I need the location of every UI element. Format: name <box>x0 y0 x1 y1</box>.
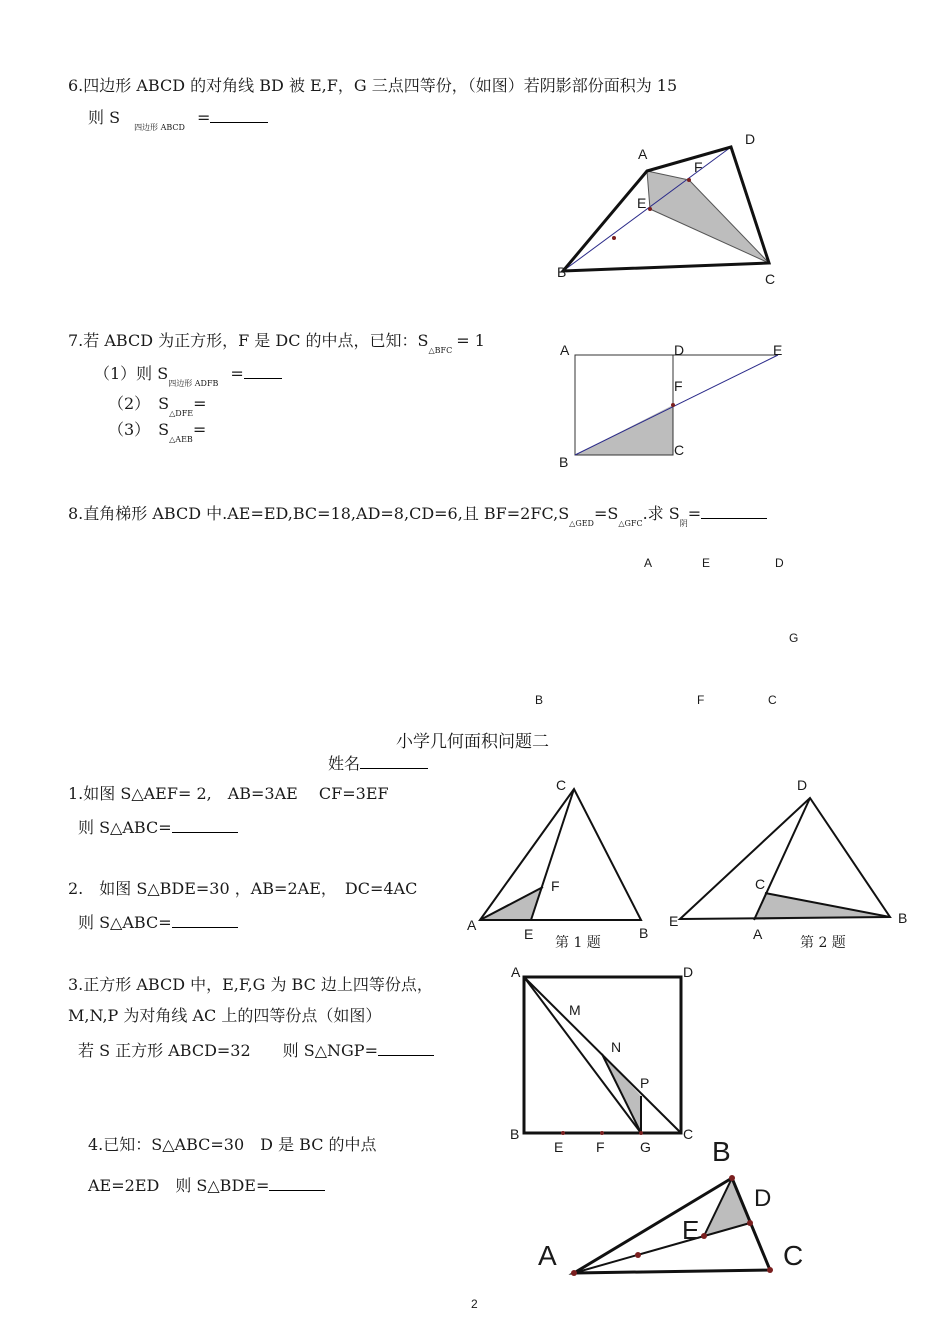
q8-label-a: A <box>644 556 653 570</box>
q7-line1-text: 7.若 ABCD 为正方形，F 是 DC 的中点，已知：S <box>68 331 429 350</box>
p3-label-f: F <box>596 1139 605 1155</box>
q6-eq: = <box>196 108 211 127</box>
p3-label-e: E <box>554 1139 564 1155</box>
q7-line1 <box>68 331 485 354</box>
q6-label-d: D <box>745 131 756 147</box>
q7-part3-eq: = <box>192 420 207 439</box>
p3-label-c: C <box>683 1126 694 1142</box>
p3-label-a: A <box>511 964 521 980</box>
q8-label-g: G <box>789 631 799 645</box>
p3-label-n: N <box>611 1039 622 1055</box>
q8-line <box>68 502 767 527</box>
p1-label-b: B <box>639 925 649 941</box>
p4-label-a: A <box>538 1240 557 1271</box>
p4-line2 <box>88 1174 325 1196</box>
p1-triangle <box>480 789 641 920</box>
p2-shaded-triangle <box>754 893 890 920</box>
p4-label-b: B <box>712 1136 731 1167</box>
q7-label-e: E <box>773 342 783 358</box>
q7-part2-sub: △DFE <box>169 409 194 418</box>
p1-line2-text: 则 S△ABC= <box>78 818 172 837</box>
q7-point-f <box>671 403 675 407</box>
p3-label-d: D <box>683 964 694 980</box>
q6-label-a: A <box>638 146 648 162</box>
p1-label-a: A <box>467 917 477 933</box>
p3-line3 <box>78 1039 434 1061</box>
q8-eq: = <box>687 504 702 523</box>
p3-line1: 3.正方形 ABCD 中，E,F,G 为 BC 边上四等份点， <box>68 975 433 994</box>
q6-label-f: F <box>694 159 703 175</box>
p3-label-p: P <box>640 1075 650 1091</box>
q6-shaded-region <box>647 171 769 263</box>
p4-label-e: E <box>682 1215 700 1245</box>
q8-label-d: D <box>775 556 784 570</box>
p3-line-ag <box>524 977 641 1133</box>
p2-figure <box>680 798 890 920</box>
q7-line-be <box>575 355 778 455</box>
p4-point-mid <box>635 1252 641 1258</box>
q7-label-a: A <box>560 342 570 358</box>
q8-label-f: F <box>697 693 705 707</box>
q7-part1-text: （1）则 S <box>94 364 169 383</box>
p4-answer-blank[interactable] <box>269 1174 325 1191</box>
p4-point-d <box>747 1220 753 1226</box>
q6-label-c: C <box>765 271 776 287</box>
q7-line1-sub: △BFC <box>428 346 453 355</box>
q6-label-e: E <box>637 195 647 211</box>
p2-label-e: E <box>669 913 679 929</box>
p2-caption: 第 2 题 <box>800 935 846 951</box>
p1-answer-blank[interactable] <box>172 816 238 833</box>
p4-figure <box>571 1175 773 1276</box>
p4-label-c: C <box>783 1240 804 1271</box>
q8-sub1: △GED <box>569 519 594 528</box>
p2-label-b: B <box>898 910 908 926</box>
q7-part3-text: （3） S <box>108 420 170 439</box>
p2-line2 <box>78 911 238 933</box>
page-number: 2 <box>471 1297 478 1311</box>
p2-line2-text: 则 S△ABC= <box>78 913 172 932</box>
q8-answer-blank[interactable] <box>701 502 767 519</box>
q6-figure <box>563 147 769 271</box>
p4-point-e <box>701 1233 707 1239</box>
p2-label-a: A <box>753 926 763 942</box>
p1-line-ec <box>531 789 574 920</box>
q7-label-c: C <box>674 442 685 458</box>
p3-line3-text: 若 S 正方形 ABCD=32 则 S△NGP= <box>78 1041 378 1060</box>
p4-point-b <box>729 1175 735 1181</box>
q6-label-b: B <box>557 264 567 280</box>
name-label: 姓名 <box>328 754 361 773</box>
p1-line1: 1.如图 S△AEF= 2, AB=3AE CF=3EF <box>68 784 389 803</box>
q8-text: 8.直角梯形 ABCD 中.AE=ED,BC=18,AD=8,CD=6,且 BF=2FC,S <box>68 504 570 523</box>
q7-part1 <box>94 362 282 387</box>
p4-point-c <box>767 1267 773 1273</box>
q8-label-c: C <box>768 693 777 707</box>
q8-sub2: △GFC <box>618 519 643 528</box>
p3-point-g <box>639 1131 643 1135</box>
p1-figure <box>480 789 641 920</box>
q7-part1-blank[interactable] <box>244 362 282 379</box>
p4-point-a <box>571 1270 577 1276</box>
p3-line2: M,N,P 为对角线 AC 上的四等份点（如图） <box>68 1006 382 1025</box>
q7-line1-suffix: = 1 <box>456 331 485 350</box>
p2-answer-blank[interactable] <box>172 911 238 928</box>
q6-point-e <box>648 207 652 211</box>
q8-label-e: E <box>702 556 711 570</box>
p3-answer-blank[interactable] <box>378 1039 434 1056</box>
q7-label-b: B <box>559 454 569 470</box>
q6-line1: 6.四边形 ABCD 的对角线 BD 被 E,F，G 三点四等份，（如图）若阴影部份面积为 15 <box>68 76 678 95</box>
p1-label-c: C <box>556 777 567 793</box>
p3-point-e <box>561 1131 565 1135</box>
p3-point-f <box>600 1131 604 1135</box>
name-blank[interactable] <box>360 752 428 769</box>
q7-figure <box>575 355 778 455</box>
q7-label-d: D <box>674 342 685 358</box>
q8-mid: =S <box>593 504 619 523</box>
p3-figure <box>524 977 681 1135</box>
q7-part2-text: （2） S <box>108 394 170 413</box>
q6-sub: 四边形 ABCD <box>134 123 185 132</box>
q7-part2 <box>108 394 207 417</box>
p1-label-f: F <box>551 878 560 894</box>
q8-label-b: B <box>535 693 544 707</box>
p4-line-ad <box>574 1223 750 1273</box>
p1-label-e: E <box>524 926 534 942</box>
section2-title: 小学几何面积问题二 <box>396 732 549 752</box>
p2-label-c: C <box>755 876 766 892</box>
q6-point-f <box>687 178 691 182</box>
q6-s-label: 则 S <box>88 108 121 127</box>
q7-part3 <box>108 420 206 443</box>
p2-line1: 2. 如图 S△BDE=30 ，AB=2AE， DC=4AC <box>68 879 418 898</box>
q8-sub3: 阴 <box>679 519 688 528</box>
p4-line2-text: AE=2ED 则 S△BDE= <box>88 1176 270 1195</box>
p3-label-b: B <box>510 1126 520 1142</box>
p4-label-d: D <box>754 1185 772 1212</box>
q7-part3-sub: △AEB <box>169 435 193 444</box>
q7-part1-sub: 四边形 ADFB <box>168 379 219 388</box>
p3-label-g: G <box>640 1139 651 1155</box>
p1-line2 <box>78 816 238 838</box>
p4-line1: 4.已知：S△ABC=30 D 是 BC 的中点 <box>88 1135 377 1154</box>
name-line <box>328 752 428 774</box>
q7-label-f: F <box>674 378 683 394</box>
q6-point-g <box>612 236 616 240</box>
p1-caption: 第 1 题 <box>555 935 601 951</box>
q7-part2-eq: = <box>193 394 207 413</box>
p2-label-d: D <box>797 777 808 793</box>
q8-text2: .求 S <box>642 504 680 523</box>
p3-label-m: M <box>569 1002 581 1018</box>
q7-part1-eq: = <box>230 364 244 383</box>
